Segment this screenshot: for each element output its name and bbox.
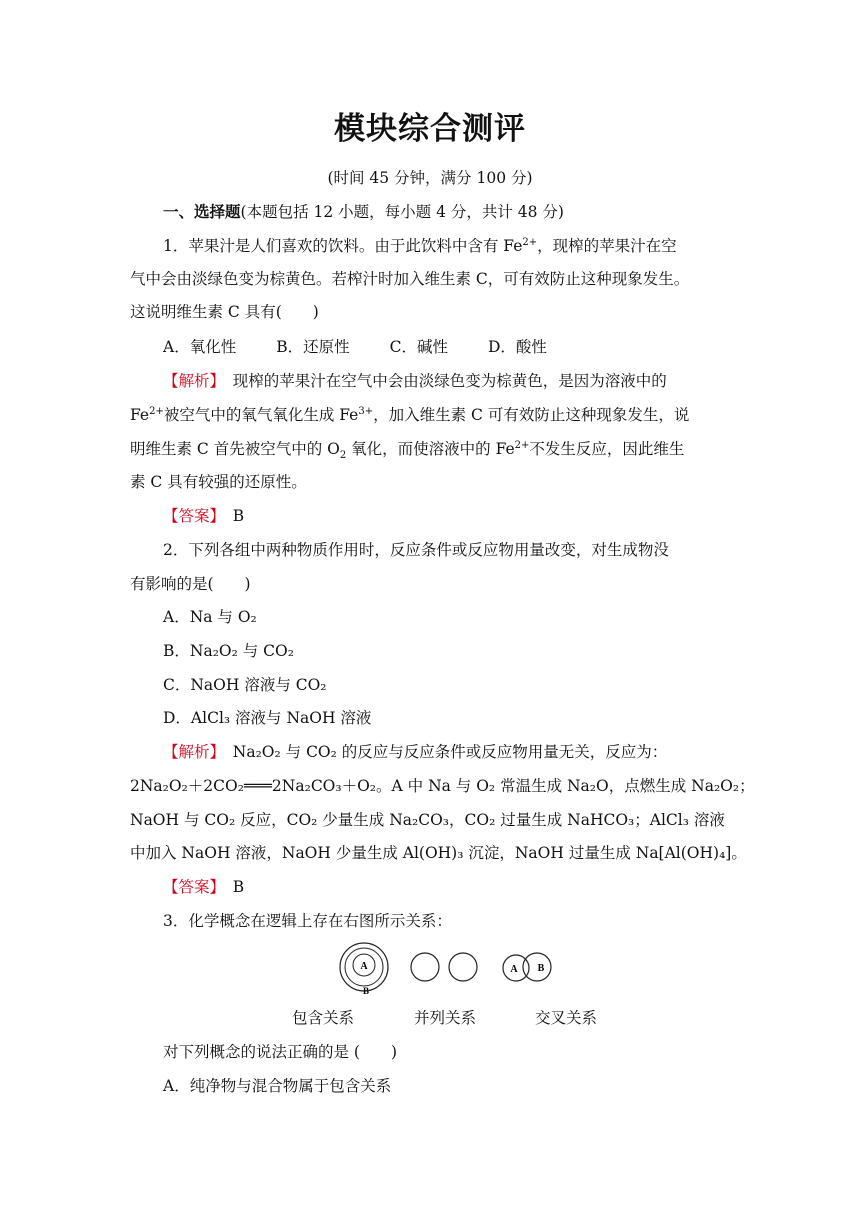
q1-answer — [163, 505, 730, 527]
analysis-text: 不发生反应，因此维生 — [529, 440, 685, 458]
q1-line-2: 气中会由淡绿色变为棕黄色。若榨汁时加入维生素 C，可有效防止这种现象发生。 — [130, 270, 690, 288]
analysis-text: 氧化，而使溶液中的 Fe — [346, 440, 515, 458]
analysis-label: 【解析】 — [163, 743, 218, 761]
q1-option-c: C．碱性 — [389, 338, 448, 356]
q3-line-1: 3．化学概念在逻辑上存在右图所示关系： — [163, 912, 452, 930]
cross-label-b: B — [537, 963, 545, 974]
q1-line-1 — [163, 235, 730, 257]
parallel-diagram — [411, 953, 477, 981]
page-subtitle: (时间 45 分钟，满分 100 分) — [327, 169, 533, 187]
q1-analysis-line-3 — [130, 438, 730, 460]
q2-analysis-line-1 — [163, 741, 730, 763]
analysis-text: 明维生素 C 首先被空气中的 O — [130, 440, 340, 458]
q2-option-c: C．NaOH 溶液与 CO₂ — [163, 676, 327, 694]
q3-option-a: A．纯净物与混合物属于包含关系 — [163, 1077, 392, 1095]
label-parallel: 并列关系 — [414, 1009, 477, 1027]
analysis-label: 【解析】 — [163, 372, 218, 390]
q1-option-b: B．还原性 — [276, 338, 350, 356]
q2-analysis-line-2: 2Na₂O₂＋2CO₂═══2Na₂CO₃＋O₂。A 中 Na 与 O₂ 常温生成 Na₂O，点燃生成 Na₂O₂； — [130, 777, 755, 795]
contain-label-b: B — [362, 986, 370, 996]
superscript: 2+ — [149, 405, 164, 417]
label-intersection: 交叉关系 — [535, 1009, 598, 1027]
superscript: 3+ — [358, 405, 374, 417]
parallel-circle-right — [449, 953, 477, 981]
q1-option-d: D．酸性 — [487, 338, 547, 356]
q2-option-d: D．AlCl₃ 溶液与 NaOH 溶液 — [163, 709, 372, 727]
analysis-text: Na₂O₂ 与 CO₂ 的反应与反应条件或反应物用量无关，反应为： — [232, 743, 668, 761]
answer-value: B — [232, 878, 245, 896]
q3-line-2: 对下列概念的说法正确的是 ( ) — [163, 1043, 398, 1061]
q2-analysis-line-4: 中加入 NaOH 溶液，NaOH 少量生成 Al(OH)₃ 沉淀，NaOH 过量生成 Na[Al(OH)₄]。 — [130, 844, 747, 862]
analysis-text: Fe — [130, 406, 150, 424]
containment-diagram — [340, 943, 388, 996]
parallel-circle-left — [411, 953, 439, 981]
superscript: 2+ — [522, 236, 538, 248]
section-note: (本题包括 12 小题，每小题 4 分，共计 48 分) — [240, 203, 564, 221]
q1-analysis-line-1 — [163, 370, 730, 392]
intersection-diagram — [503, 953, 551, 981]
analysis-text: ，加入维生素 C 可有效防止这种现象发生，说 — [373, 406, 690, 424]
q2-option-b: B．Na₂O₂ 与 CO₂ — [163, 642, 294, 660]
superscript: 2+ — [514, 439, 530, 451]
contain-label-a: A — [360, 961, 368, 972]
q1-line-3: 这说明维生素 C 具有( ) — [130, 303, 319, 321]
answer-value: B — [232, 507, 245, 525]
page-title: 模块综合测评 — [334, 111, 526, 147]
q1-option-a: A．氧化性 — [163, 338, 237, 356]
q1-options — [163, 336, 730, 358]
q1-analysis-line-4: 素 C 具有较强的还原性。 — [130, 473, 307, 491]
section-heading — [163, 201, 730, 223]
section-title: 一、选择题 — [163, 203, 241, 221]
analysis-text: 被空气中的氧气氧化生成 Fe — [163, 406, 359, 424]
q2-line-1: 2．下列各组中两种物质作用时，反应条件或反应物用量改变，对生成物没 — [163, 541, 669, 559]
q1-text: 1．苹果汁是人们喜欢的饮料。由于此饮料中含有 Fe — [163, 237, 523, 255]
answer-label: 【答案】 — [163, 878, 218, 896]
label-containment: 包含关系 — [292, 1009, 355, 1027]
q1-analysis-line-2 — [130, 404, 730, 426]
q2-analysis-line-3: NaOH 与 CO₂ 反应，CO₂ 少量生成 Na₂CO₃，CO₂ 过量生成 NaHCO₃；AlCl₃ 溶液 — [130, 811, 725, 829]
q2-option-a: A．Na 与 O₂ — [163, 608, 257, 626]
analysis-text: 现榨的苹果汁在空气中会由淡绿色变为棕黄色，是因为溶液中的 — [232, 372, 667, 390]
answer-label: 【答案】 — [163, 507, 218, 525]
relationship-diagram — [330, 940, 560, 1000]
q2-line-2: 有影响的是( ) — [130, 575, 251, 593]
q2-answer — [163, 876, 730, 898]
q1-text: ，现榨的苹果汁在空 — [537, 237, 677, 255]
subscript: 2 — [339, 450, 347, 462]
cross-label-a: A — [510, 964, 518, 975]
